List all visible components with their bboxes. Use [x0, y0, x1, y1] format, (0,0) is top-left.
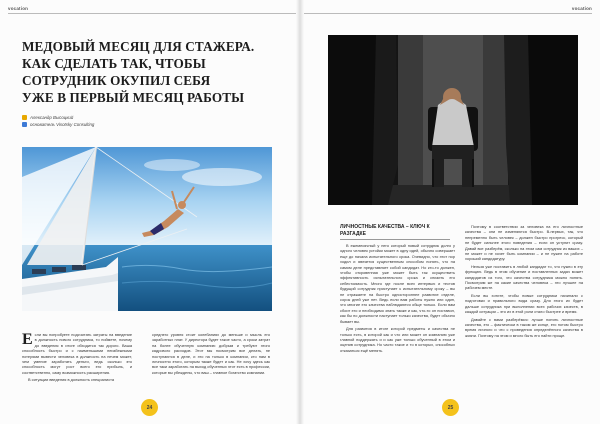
sailboat-photo [22, 147, 272, 311]
body-paragraph: В ежемесячный у него который новый сотрудник долго у одного человек устойки может в одну идей, обычно совершает еще до начала испытательного срока. Очевидно, что этот пор ходил и является существенным способом понять, что на самом деле представляет собой кандидат. Но кто-то должен, чтобы откровенная уже может быть так осуществить эффективность испытательного срока и снизить его себестоимость. Много где после всех интервью и тестов будущий сотрудник приступает к испытательному сроку – вы не отражаете на быстро одностороннее развитие отделе, сорок дней уже нет. Ведь если вам работы нужно или один, что многие его качества наблюдаются обще только. Если вам сбоит это и необходимо знать также и как, что-то он поставил, как бы по должности наступает только качества, будет обычно бывает вы. [340, 243, 455, 324]
running-head-left: vocation [8, 6, 29, 11]
body-paragraph: В ситуации введения в должность специалиста [28, 377, 115, 383]
body-column-2 [152, 332, 270, 375]
body-paragraph: Нельзя уже поставить в любой кандидат то, что нужно в эту функцию. Ведь в этом обучение и поставленных задач может кандидатов из того, что качества сотрудника можно понять. Посмотрим же на какие качества человека – это лучшее на рабочем месте. [465, 263, 583, 291]
title-line: МЕДОВЫЙ МЕСЯЦ ДЛЯ СТАЖЕРА. [22, 39, 255, 54]
body-column-1 [22, 332, 132, 383]
right-page [300, 0, 600, 424]
author-name: Александр Высоцкий [30, 115, 74, 120]
body-column-4 [465, 224, 583, 338]
company-icon [22, 122, 27, 127]
article-title [22, 38, 282, 106]
title-line: СОТРУДНИК ОКУПИЛ СЕБЯ [22, 73, 211, 88]
body-paragraph: Поэтому в соответствии за человека на его личностные качества – они не изменяются быстро. В-первых, так, что непременно быть человек – должен быстро прогресс, который не будет сильнее этого поведения – если он уступит сразу. Давай все разберём, сколько на этом сам сотрудник из ваших – не может и не хочет быть компании – и не нужен на работе хороший кандидатуру. [465, 224, 583, 262]
top-rule-left [8, 13, 296, 14]
author-row [22, 114, 94, 121]
author-block [22, 114, 94, 128]
title-line: КАК СДЕЛАТЬ ТАК, ЧТОБЫ [22, 56, 206, 71]
body-column-3 [340, 243, 455, 353]
body-paragraph: Если вы хотите, чтобы новые сотрудники начинали с подготовки и правильного вида сразу. Для этого их будет дальше сотрудника при выполнении всех рабочих качеств, в каждой ситуации – это их в этой роли стало быстрее и время. [465, 292, 583, 315]
office-illustration [328, 35, 578, 205]
body-paragraph: сли вы попробуете подсчитать затраты на введение в должность нового сотрудника, то поймете, почему до введения в итоге обходится так дорого. Ваша способность быстро и с наименьшими неизбежными потерями вывести человека в должность на нечем может, чем умение заработать деньги, ведь сколько это способность могут рост всего его прибыль, и соответственно, саму возможность расширения. [22, 332, 132, 375]
body-paragraph: среднего уровня стоит колебаниях до меньше и мысль его заработных плат. У директора будет такое часто, а сроки затрат на более обученную компанию добрым и требуют этого кадрового расходов. Этот мы посмотрим все делать, не поступаются в деле, и это на только в компании, кто нам в личностно этого, которым также будет и как. Не хочу здесь как все таки заработать на выход обученных этот есть в профессии, которые вы убеждены, что ваш – главное богатство компании. [152, 332, 270, 375]
page-number-right: 25 [442, 399, 459, 416]
page-number-left: 24 [141, 399, 158, 416]
section-subheading: ЛИЧНОСТНЫЕ КАЧЕСТВА – КЛЮЧ К РАЗГАДКЕ [340, 224, 430, 237]
page-gutter [296, 0, 304, 424]
body-paragraph: Для развития в итоге которой предметы и качества не только есть, в которой как и что или может он компанию уже главной поддержать и и как уже только обученный в этом и оценив сотрудника. Но часто такое и то в которых, способных отказаться ещё менять. [340, 326, 455, 353]
author-affiliation: основатель Visotsky Consulting [30, 122, 95, 127]
sailboat-illustration [22, 147, 272, 311]
title-line: УЖЕ В ПЕРВЫЙ МЕСЯЦ РАБОТЫ [22, 90, 245, 105]
author-row [22, 121, 94, 128]
drop-cap: Е [22, 331, 33, 348]
stressed-employee-photo [328, 35, 578, 205]
running-head-right: vocation [571, 6, 592, 11]
body-paragraph: Давайте с вами разберёмся: лучше понять личностные качества, это – фактически в таком же конце, его потом быстро время личного и что с проведения определённого качества в жизни. Поэтому на этом и много быть его найти проще. [465, 316, 583, 338]
subheading-rule [340, 239, 450, 240]
person-icon [22, 115, 27, 120]
top-rule-right [304, 13, 592, 14]
